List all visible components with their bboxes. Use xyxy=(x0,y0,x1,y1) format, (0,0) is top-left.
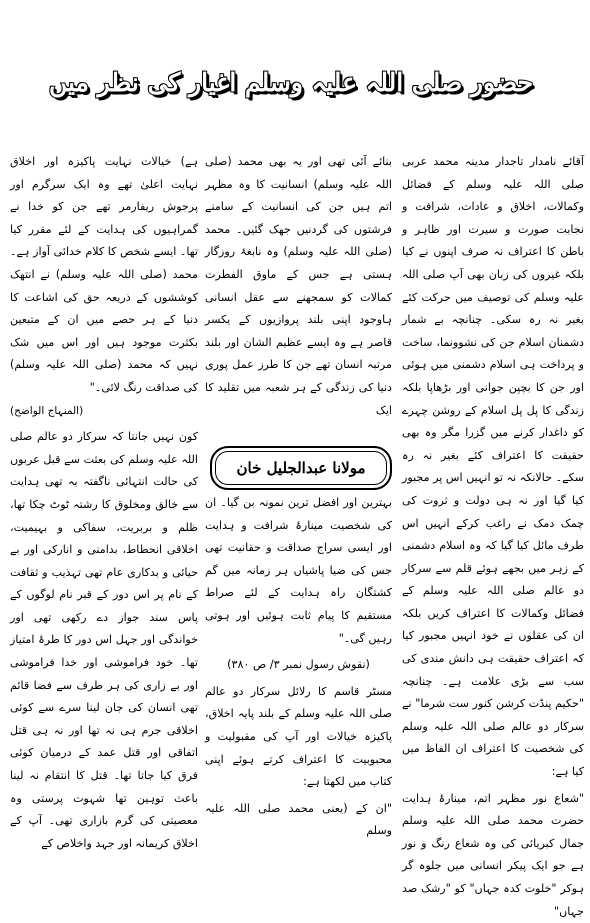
quote-paragraph: "شعاع نور مظہر اتم، مینارۂ ہدایت حضرت محمد صلی اللہ علیہ وسلم جمال کبریائی کی وہ شعاع رنگ و نور ہے جو ایک پیکر انسانی میں جلوہ گر ہوکر "خلوت کدہ جہاں" کو "رشک صد جہاں" xyxy=(402,791,584,918)
paragraph: بنائے آئی تھی اور یہ بھی محمد (صلی اللہ علیہ وسلم) انسانیت کا وہ مظہر اتم ہیں جن کی انسانیت کے سامنے فرشتوں کی گردنیں جھک گئیں۔ محمد (صلی اللہ علیہ وسلم) وہ نابغۂ روزگار ہستی ہے جس کے ماوق الفطرت کمالات کو سمجھنے سے عقل انسانی ہاوجود اپنی بلند پروازیوں کے یکسر قاصر ہے وہ ایسے عظیم الشان اور بلند مرتبہ انسان تھے جن کا طرز عمل پوری دنیا کی زندگی کے ہر شعبہ میں تقلید کا ایک xyxy=(205,155,392,417)
column-right xyxy=(402,151,584,923)
page-title: حضور صلی اللہ علیہ وسلم اغیار کی نظر میں xyxy=(48,67,534,97)
column-middle-continued xyxy=(205,492,392,843)
headline-banner xyxy=(48,52,534,112)
column-middle xyxy=(205,151,392,422)
paragraph: کون نہیں جانتا کہ سرکار دو عالم صلی اللہ علیہ وسلم کی بعثت سے قبل عربوں کی حالت انتہائی ناگفتہ بہ تھی ہدایت سے خالق ومخلوق کا رشتہ ٹوٹ چکا تھا، ظلم و بربریت، سفاکی و بہیمیت، اخلاقی انحطاط، بدامنی و انارکی اور بے حیائی و بدکاری عام تھی تہذیب و ثقافت کے نام پر اس دور کے قبر نام لوگوں کے پاس سند جواز دے رکھی تھی اور خواندگی اور جہل اس دور کا طرۂ امتیاز تھا۔ خود فراموشی اور خدا فراموشی اور بے زاری کی ہر طرف سے فضا قائم تھی انسان کی جان لینا سرے سے کوئی اخلاقی جرم ہی نہ تھا اور نہ ہی قتل اتفاقی اور قتل عمد کے درمیان کوئی فرق کیا جاتا تھا۔ قتل کا انتقام نہ لینا باعث توہین تھا شہوت پرستی وہ معصیتی کی گرم بازاری تھی۔ آپ کے اخلاق کریمانہ اور جہد واخلاص کے xyxy=(10,430,198,850)
author-box xyxy=(210,446,392,490)
citation: (نقوش رسول نمبر ۳/ ص ۳۸۰) xyxy=(227,658,370,672)
quote-paragraph: "ان کے (یعنی محمد صلی اللہ علیہ وسلم xyxy=(205,801,392,838)
paragraph: مسٹر قاسم کا رلائل سرکار دو عالم صلی اللہ علیہ وسلم کے بلند پایہ اخلاق، پاکیزہ خیالات اور آپ کی مقبولیت و محبوبیت کا اعتراف کرتے ہوئے اپنی کتاب میں لکھتا ہے: xyxy=(205,684,392,789)
paragraph: بہترین اور افضل ترین نمونہ بن گیا۔ ان کی شخصیت مینارۂ شرافت و ہدایت اور ایسی سراج صداقت و حقانیت تھی جس کی ضیا پاشیاں ہر زمانہ میں گم کشتگان راہ ہدایت کے لئے صراط مستقیم کا پیام ثابت ہوئیں اور ہوتی رہیں گی۔" xyxy=(205,496,392,645)
paragraph: ہے) خیالات نہایت پاکیزہ اور اخلاق نہایت اعلیٰ تھے وہ ایک سرگرم اور پرجوش ریفارمر تھے جن کو خدا نے گمراہیوں کی ہدایت کے لئے مقرر کیا تھا۔ ایسے شخص کا کلام خدائی آواز ہے۔ محمد (صلی اللہ علیہ وسلم) نے انتھک کوششوں کے ذریعہ حق کی اشاعت کا دنیا کے ہر حصے میں ان کے متبعین بکثرت موجود ہیں اور اس میں شک نہیں کہ محمد (صلی اللہ علیہ وسلم) کی صداقت رنگ لائی۔" xyxy=(10,155,198,394)
source-signature: (المنہاج الواضح) xyxy=(10,404,84,417)
author-name: مولانا عبدالجلیل خان xyxy=(236,459,366,477)
paragraph: آقائے نامدار تاجدار مدینہ محمد عربی صلی اللہ علیہ وسلم کے فضائل وکمالات، اخلاق و عادات، شرافت و نجابت صورت و سیرت اور ظاہر و باطن کا اعتراف نہ صرف اپنوں نے کیا بلکہ غیروں کی زبان بھی آپ صلی اللہ علیہ وسلم کی توصیف میں حرکت کئے بغیر نہ رہ سکی۔ چنانچہ بے شمار دشمنان اسلام جن کی نشوونما، ساخت و پرداخت ہی اسلام دشمنی میں ہوئی اور جن کا بچپن جوانی اور بڑھاپا بلکہ زندگی کا پل پل اسلام کے روشن چہرے کو داغدار کرنے میں گزرا مگر وہ بھی حقیقت کا اعتراف کئے بغیر نہ رہ سکے۔ حالانکہ نہ تو انہیں اس پر مجبور کیا گیا اور نہ ہی دولت و ثروت کی چمک دمک نے راغب کرکے انہیں اس طرف مائل کیا گیا کہ وہ اسلام دشمنی کے زہر میں بجھے ہوئے قلم سے سرکار دو عالم صلی اللہ علیہ وسلم کے فضائل وکمالات کا اعتراف کریں بلکہ ان کی عقلوں نے خود انہیں مجبور کیا کہ اعتراف حقیقت ہی دانش مندی کی سب سے بڑی علامت ہے۔ چنانچہ "حکیم پنڈت کرشن کنور ست شرما" نے سرکار دو عالم صلی اللہ علیہ وسلم کی شخصیت کا اعتراف ان الفاظ میں کیا ہے: xyxy=(402,155,584,779)
column-left xyxy=(10,151,198,855)
